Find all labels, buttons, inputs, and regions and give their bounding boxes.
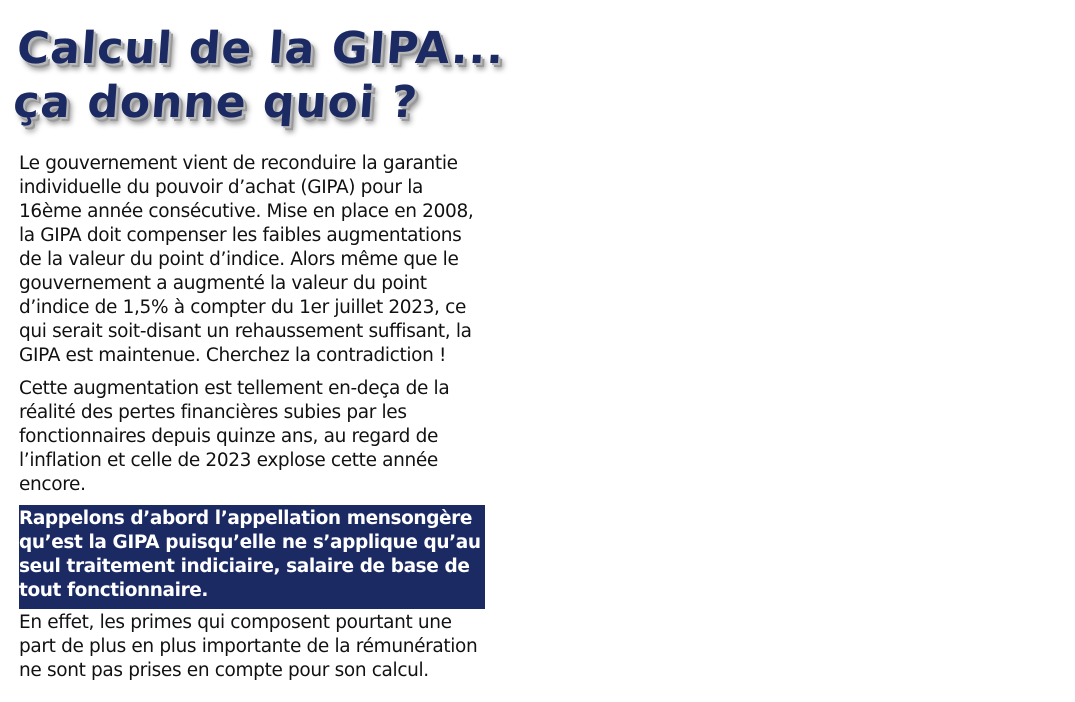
title-line-1: Calcul de la GIPA... — [15, 23, 507, 74]
paragraph-primes: En effet, les primes qui composent pourtant une part de plus en plus importante de la rémunération ne sont pas prises en compte pour son calcul. — [19, 612, 478, 681]
title-line-2: ça donne quoi ? — [11, 77, 420, 128]
paragraph-intro: Le gouvernement vient de reconduire la garantie individuelle du pouvoir d’achat (GIPA) pour la 16ème année consécutive. Mise en place en 2008, la GIPA doit compenser les faibles augmentations de la valeur du point d’indice. Alors même que le gouvernement a augmenté la valeur du point d’indice de 1,5% à compter du 1er juillet 2023, ce qui serait soit-disant un rehaussement suffisant, la GIPA est maintenue. Cherchez la contradiction ! — [19, 153, 474, 366]
article — [11, 22, 507, 683]
article-title — [11, 22, 507, 130]
highlight-box: Rappelons d’abord l’appellation mensongère qu’est la GIPA puisqu’elle ne s’applique qu’au seul traitement indiciaire, salaire de base de tout fonctionnaire. — [19, 505, 485, 609]
paragraph-augmentation: Cette augmentation est tellement en-deça de la réalité des pertes financières subies par les fonctionnaires depuis quinze ans, au regard de l’inflation et celle de 2023 explose cette année encore. — [19, 378, 450, 495]
